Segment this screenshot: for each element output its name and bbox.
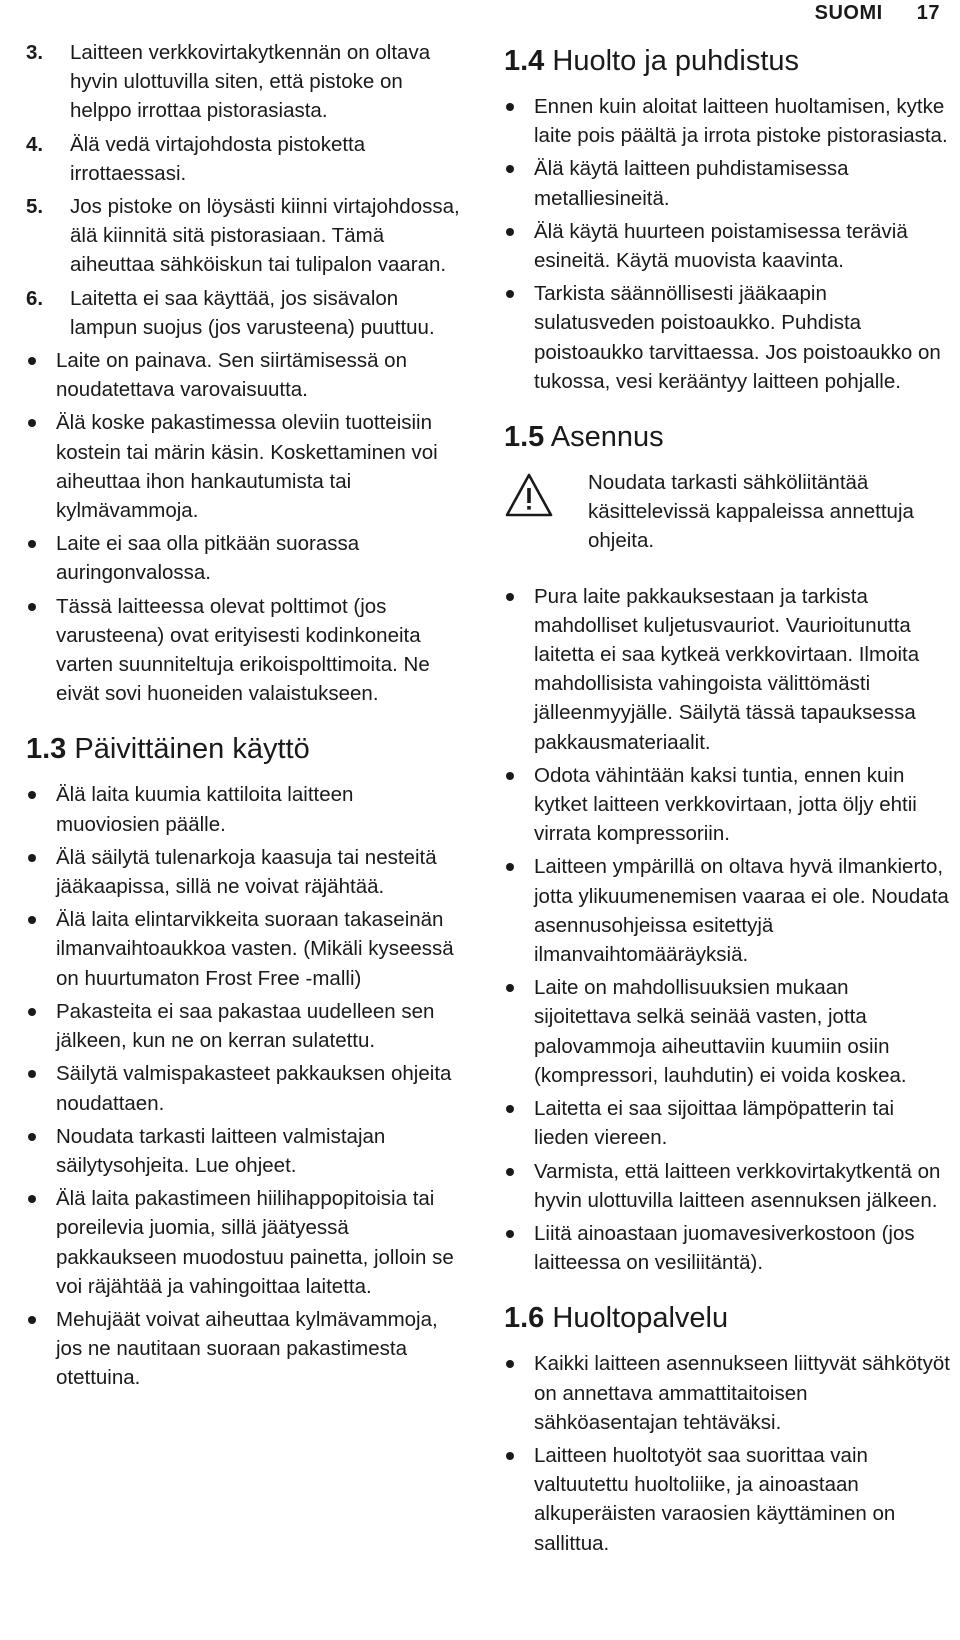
list-item bbox=[504, 761, 950, 849]
list-item-text: Tarkista säännöllisesti jääkaapin sulatusveden poistoaukko. Puhdista poistoaukko tarvittaessa. Jos poistoaukko on tukossa, vesi kerääntyy laitteen pohjalle. bbox=[534, 282, 941, 393]
list-item-text: Säilytä valmispakasteet pakkauksen ohjeita noudattaen. bbox=[56, 1062, 452, 1115]
list-item bbox=[504, 1349, 950, 1437]
bullet-icon bbox=[506, 1360, 514, 1368]
list-item-text: Liitä ainoastaan juomavesiverkostoon (jos laitteessa on vesiliitäntä). bbox=[534, 1221, 915, 1275]
section-heading-1-3 bbox=[26, 732, 462, 766]
list-item-text: Älä käytä huurteen poistamisessa teräviä esineitä. Käytä muovista kaavinta. bbox=[534, 219, 908, 273]
bullet-icon bbox=[28, 1070, 36, 1078]
list-item-text: Älä laita elintarvikkeita suoraan takaseinän ilmanvaihtoaukkoa vasten. (Mikäli kyseessä on huurtumaton Frost Free -malli) bbox=[56, 908, 454, 990]
item-number: 3. bbox=[26, 41, 44, 64]
bullet-list bbox=[26, 780, 462, 1392]
list-item bbox=[26, 592, 462, 709]
list-item bbox=[504, 1219, 950, 1277]
list-item-text: Laitetta ei saa sijoittaa lämpöpatterin tai lieden viereen. bbox=[534, 1097, 895, 1150]
list-item-text: Mehujäät voivat aiheuttaa kylmävammoja, jos ne nautitaan suoraan pakastimesta otettuina. bbox=[56, 1307, 438, 1390]
section-number: 1.6 bbox=[504, 1302, 545, 1335]
bullet-icon bbox=[506, 290, 514, 298]
section-title: Huolto ja puhdistus bbox=[544, 45, 800, 77]
section-number: 1.3 bbox=[26, 733, 67, 766]
item-text: Laitteen verkkovirtakytkennän on oltava hyvin ulottuvilla siten, että pistoke on helppo irrottaa pistorasiasta. bbox=[70, 41, 431, 123]
bullet-icon bbox=[506, 863, 514, 871]
language-label: SUOMI bbox=[814, 2, 883, 24]
numbered-item bbox=[26, 284, 462, 342]
list-item bbox=[26, 843, 462, 901]
section-number: 1.4 bbox=[504, 45, 545, 77]
bullet-icon bbox=[28, 916, 36, 924]
list-item bbox=[26, 1184, 462, 1301]
bullet-icon bbox=[28, 419, 36, 427]
list-item-text: Älä säilytä tulenarkoja kaasuja tai nesteitä jääkaapissa, sillä ne voivat räjähtää. bbox=[56, 845, 437, 899]
warning-text: Noudata tarkasti sähköliitäntää käsittelevissä kappaleissa annettuja ohjeita. bbox=[588, 471, 914, 553]
list-item-text: Laitteen ympärillä on oltava hyvä ilmankierto, jotta ylikuumenemisen vaaraa ei ole. Noudata asennusohjeissa esitettyjä ilmanvaihtomääräyksiä. bbox=[534, 855, 949, 967]
list-item bbox=[26, 1305, 462, 1393]
bullet-icon bbox=[506, 1230, 514, 1238]
list-item-text: Tässä laitteessa olevat polttimot (jos varusteena) ovat erityisesti kodinkoneita varten suunniteltuja erikoispolttimoita. Ne eivät sovi huoneiden valaistukseen. bbox=[56, 594, 430, 706]
list-item-text: Laite ei saa olla pitkään suorassa auringonvalossa. bbox=[56, 532, 360, 585]
numbered-list bbox=[26, 38, 462, 342]
section-title: Huoltopalvelu bbox=[544, 1302, 729, 1335]
list-item-text: Odota vähintään kaksi tuntia, ennen kuin kytket laitteen verkkovirtaan, jotta öljy ehtii virrata kompressoriin. bbox=[534, 763, 917, 846]
list-item bbox=[504, 92, 950, 150]
warning-note bbox=[504, 468, 950, 556]
bullet-icon bbox=[506, 984, 514, 992]
section-title: Asennus bbox=[544, 421, 664, 454]
list-item bbox=[504, 1157, 950, 1215]
list-item-text: Älä käytä laitteen puhdistamisessa metalliesineitä. bbox=[534, 157, 849, 210]
right-column bbox=[504, 44, 950, 1562]
list-item bbox=[504, 154, 950, 212]
item-number: 5. bbox=[26, 195, 44, 219]
list-item bbox=[504, 852, 950, 969]
numbered-item bbox=[26, 130, 462, 188]
list-item bbox=[504, 973, 950, 1090]
list-item-text: Älä laita kuumia kattiloita laitteen muoviosien päälle. bbox=[56, 783, 354, 836]
list-item-text: Ennen kuin aloitat laitteen huoltamisen, kytke laite pois päältä ja irrota pistoke pistorasiasta. bbox=[534, 95, 948, 148]
bullet-icon bbox=[506, 103, 514, 111]
section-heading-1-5 bbox=[504, 420, 950, 454]
list-item bbox=[26, 997, 462, 1055]
bullet-list bbox=[504, 92, 950, 396]
bullet-icon bbox=[506, 772, 514, 780]
list-item-text: Älä laita pakastimeen hiilihappopitoisia tai poreilevia juomia, sillä jäätyessä pakkaukseen muodostuu painetta, jolloin se voi räjähtää ja vahingoittaa laitetta. bbox=[56, 1187, 454, 1298]
bullet-icon bbox=[506, 228, 514, 236]
numbered-item bbox=[26, 38, 462, 126]
item-number: 6. bbox=[26, 286, 44, 310]
section-heading-1-4 bbox=[504, 44, 950, 78]
list-item-text: Laitteen huoltotyöt saa suorittaa vain valtuutettu huoltoliike, ja ainoastaan alkuperäisten varaosien käyttäminen on sallittua. bbox=[534, 1443, 896, 1555]
bullet-icon bbox=[28, 1008, 36, 1016]
numbered-item bbox=[26, 192, 462, 280]
item-number: 4. bbox=[26, 132, 44, 156]
bullet-icon bbox=[506, 1452, 514, 1460]
bullet-icon bbox=[28, 540, 36, 548]
list-item bbox=[504, 279, 950, 396]
list-item-text: Laite on painava. Sen siirtämisessä on noudatettava varovaisuutta. bbox=[56, 349, 407, 402]
bullet-icon bbox=[28, 357, 36, 365]
list-item-text: Älä koske pakastimessa oleviin tuotteisiin kostein tai märin käsin. Koskettaminen voi aiheuttaa ihon hankautumista tai kylmävammoja. bbox=[56, 411, 438, 523]
list-item bbox=[26, 905, 462, 993]
list-item-text: Varmista, että laitteen verkkovirtakytkentä on hyvin ulottuvilla laitteen asennuksen jälkeen. bbox=[534, 1159, 941, 1212]
section-title: Päivittäinen käyttö bbox=[66, 733, 310, 766]
bullet-list bbox=[504, 582, 950, 1278]
list-item bbox=[26, 408, 462, 525]
list-item-text: Pakasteita ei saa pakastaa uudelleen sen jälkeen, kun ne on kerran sulatettu. bbox=[56, 999, 435, 1053]
item-text: Jos pistoke on löysästi kiinni virtajohdossa, älä kiinnitä sitä pistorasiaan. Tämä aiheuttaa sähköiskun tai tulipalon vaaran. bbox=[70, 195, 460, 277]
list-item-text: Noudata tarkasti laitteen valmistajan säilytysohjeita. Lue ohjeet. bbox=[56, 1124, 386, 1177]
left-column bbox=[26, 38, 462, 1397]
warning-triangle-icon bbox=[504, 472, 554, 518]
bullet-list bbox=[504, 1349, 950, 1557]
section-heading-1-6 bbox=[504, 1301, 950, 1335]
bullet-icon bbox=[28, 791, 36, 799]
page-header bbox=[815, 2, 940, 25]
page-number: 17 bbox=[916, 2, 940, 24]
bullet-icon bbox=[28, 1195, 36, 1203]
bullet-list bbox=[26, 346, 462, 708]
bullet-icon bbox=[28, 854, 36, 862]
bullet-icon bbox=[506, 1105, 514, 1113]
bullet-icon bbox=[28, 1133, 36, 1141]
list-item bbox=[26, 1059, 462, 1117]
list-item bbox=[26, 1122, 462, 1180]
list-item-text: Laite on mahdollisuuksien mukaan sijoitettava selkä seinää vasten, jotta palovammoja aiheuttaviin kuumiin osiin (kompressori, lauhdutin) ei voida koskea. bbox=[534, 976, 907, 1087]
list-item bbox=[504, 217, 950, 275]
list-item bbox=[26, 346, 462, 404]
bullet-icon bbox=[506, 593, 514, 601]
list-item bbox=[504, 582, 950, 757]
list-item bbox=[504, 1441, 950, 1558]
list-item-text: Kaikki laitteen asennukseen liittyvät sähkötyöt on annettava ammattitaitoisen sähköasentajan tehtäväksi. bbox=[534, 1352, 950, 1434]
bullet-icon bbox=[506, 165, 514, 173]
item-text: Älä vedä virtajohdosta pistoketta irrottaessasi. bbox=[70, 132, 366, 185]
bullet-icon bbox=[506, 1168, 514, 1176]
bullet-icon bbox=[28, 603, 36, 611]
list-item bbox=[26, 780, 462, 838]
list-item-text: Pura laite pakkauksestaan ja tarkista mahdolliset kuljetusvauriot. Vaurioitunutta laitetta ei saa kytkeä verkkovirtaan. Ilmoita mahdollisista vahingoista välittömästi jälleenmyyjälle. Säilytä tässä tapauksessa pakkausmateriaalit. bbox=[534, 584, 920, 754]
list-item bbox=[504, 1094, 950, 1152]
bullet-icon bbox=[28, 1316, 36, 1324]
section-number: 1.5 bbox=[504, 421, 545, 454]
item-text: Laitetta ei saa käyttää, jos sisävalon lampun suojus (jos varusteena) puuttuu. bbox=[70, 286, 435, 339]
list-item bbox=[26, 529, 462, 587]
